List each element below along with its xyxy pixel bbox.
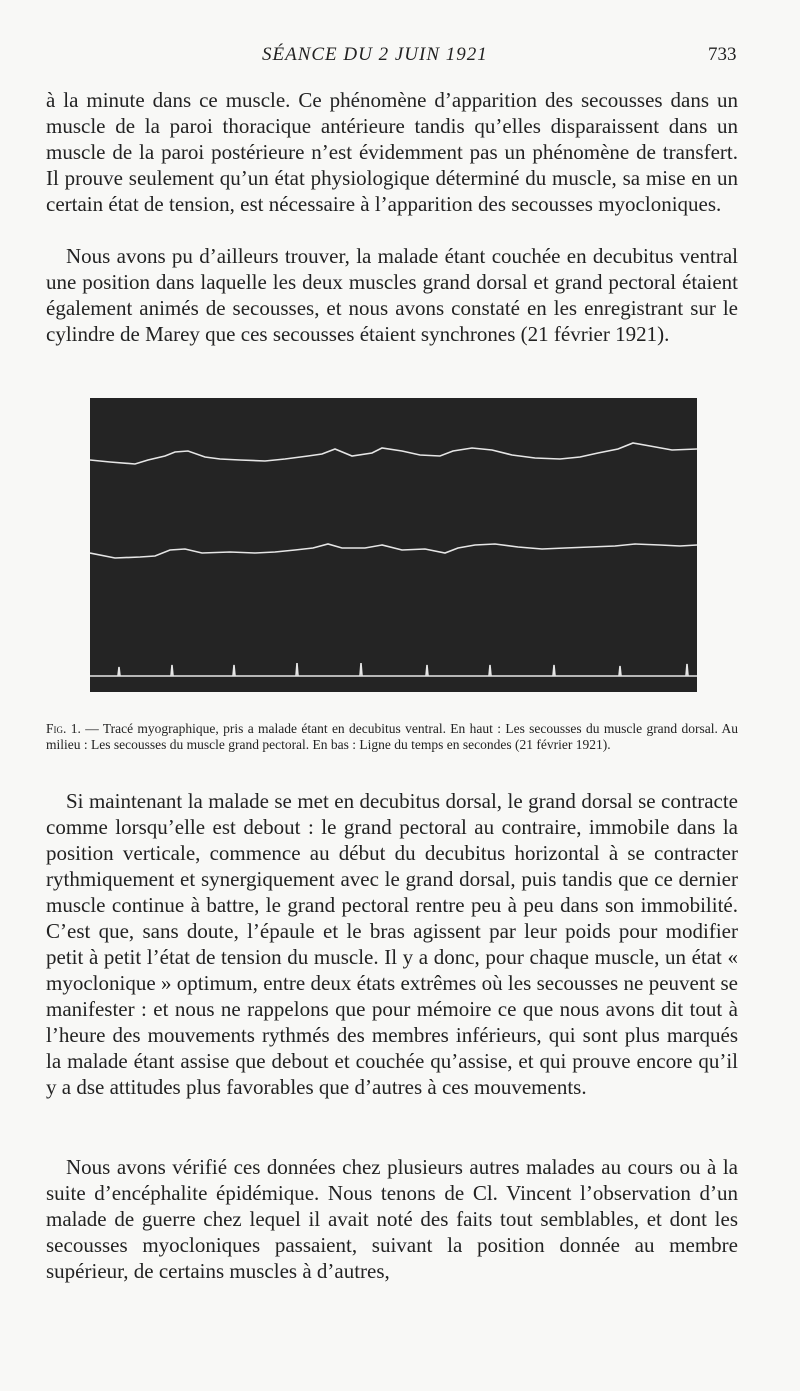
paragraph-1: à la minute dans ce muscle. Ce phénomène d’apparition des secousses dans un muscle de la paroi thoracique antérieure tandis qu’elles disparaissent dans un muscle de la paroi postérieure n’est évidemment pas un phénomène de transfert. Il prouve seulement qu’un état physiologique déterminé du muscle, sa mise en un certain état de tension, est nécessaire à l’apparition des secousses myocloniques.: [46, 88, 738, 216]
figure-caption: [46, 721, 738, 753]
paragraph-2: Nous avons pu d’ailleurs trouver, la malade étant couchée en decubitus ventral une position dans laquelle les deux muscles grand dorsal et grand pectoral étaient également animés de secousses, et nous avons constaté en les enregistrant sur le cylindre de Marey que ces secousses étaient synchrones (21 février 1921).: [46, 244, 738, 346]
page-header: [0, 44, 800, 74]
paragraph-4: Nous avons vérifié ces données chez plusieurs autres malades au cours ou à la suite d’encéphalite épidémique. Nous tenons de Cl. Vincent l’observation d’un malade de guerre chez lequel il avait noté des faits tout semblables, et dont les secousses myocloniques passaient, suivant la position donnée au membre supérieur, de certains muscles à d’autres,: [46, 1155, 738, 1283]
paragraph-3: Si maintenant la malade se met en decubitus dorsal, le grand dorsal se contracte comme lorsqu’elle est debout : le grand pectoral au contraire, immobile dans la position verticale, commence au début du decubitus horizontal à se contracter rythmiquement et synergiquement avec le grand dorsal, puis tandis que ce dernier muscle continue à battre, le grand pectoral rentre peu à peu dans son immobilité. C’est que, sans doute, l’épaule et le bras agissent par leur poids pour modifier petit à petit l’état de tension du muscle. Il y a donc, pour chaque muscle, un état « myoclonique » optimum, entre deux états extrêmes où les secousses ne peuvent se manifester : et nous ne rappelons que pour mémoire ce que nous avons dit tout à l’heure des mouvements rythmés des membres inférieurs, qui sont plus marqués la malade étant assise que debout et couchée qu’assise, et qui prouve encore qu’il y a dse attitudes plus favorables que d’autres à ces mouvements.: [46, 789, 738, 1099]
trace-background: [90, 398, 697, 692]
running-head: SÉANCE DU 2 JUIN 1921: [262, 44, 488, 65]
myograph-trace-image: [90, 398, 697, 692]
figure-caption-text: Tracé myographique, pris a malade étant en decubitus ventral. En haut : Les secousses du muscle grand dorsal. Au milieu : Les secousses du muscle grand pectoral. En bas : Ligne du temps en secondes (21 février 1921).: [46, 721, 738, 752]
myograph-figure: [90, 398, 697, 692]
figure-caption-label: Fig. 1. —: [46, 721, 99, 736]
page-number: 733: [708, 44, 737, 65]
